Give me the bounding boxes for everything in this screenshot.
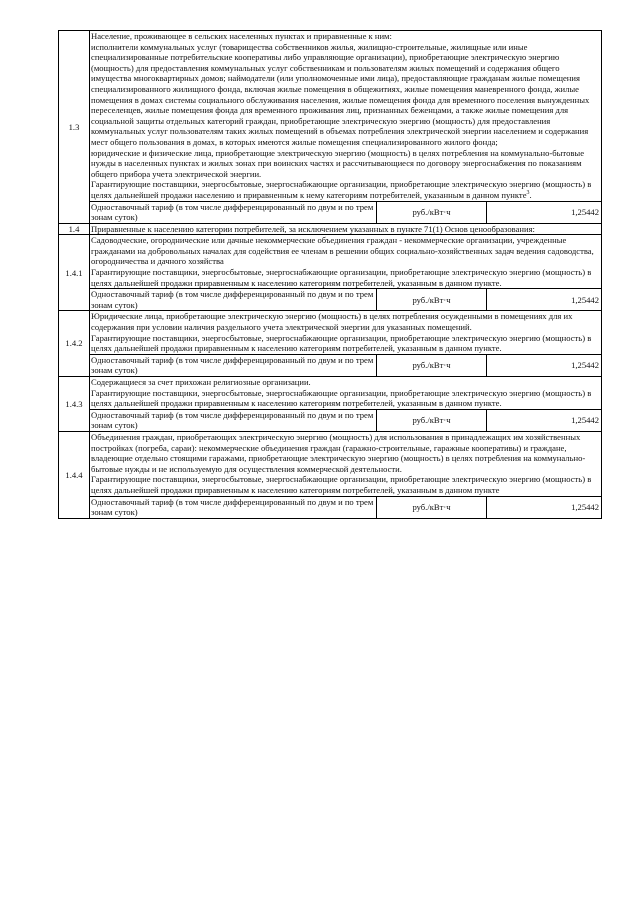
paragraph-text: Юридические лица, приобретающие электрическую энергию (мощность) в целях потребления осужденными в помещениях для их содержания при условии наличия раздельного учета электрической энергии для указанных помещений. (91, 311, 573, 333)
row-description (90, 311, 602, 354)
description-paragraph (91, 267, 600, 288)
description-paragraph (91, 388, 600, 409)
tariff-value: 1,25442 (487, 354, 602, 376)
tariff-row (59, 354, 602, 376)
table-row (59, 431, 602, 496)
tariff-row (59, 409, 602, 431)
row-description (90, 223, 602, 235)
tariff-value: 1,25442 (487, 496, 602, 518)
tariff-type: Одноставочный тариф (в том числе дифференцированный по двум и по трем зонам суток) (90, 289, 377, 311)
row-number: 1.4 (59, 223, 90, 235)
description-paragraph (91, 333, 600, 354)
paragraph-text: Приравненные к населению категории потребителей, за исключением указанных в пункте 71(1) Основ ценообразования: (91, 223, 535, 234)
tariff-row (59, 496, 602, 518)
row-description (90, 431, 602, 496)
paragraph-text: Садоводческие, огороднические или дачные некоммерческие объединения граждан - некоммерческие организации, учрежденные гражданами на добровольных началах для содействия ее членам в решении общих социально-хозяйственных задач ведения садоводства, огородничества и дачного хозяйства (91, 235, 594, 267)
table-row (59, 223, 602, 235)
paragraph-text: Гарантирующие поставщики, энергосбытовые, энергоснабжающие организации, приобретающие электрическую энергию (мощность) в целях дальнейшей продажи приравненным к населению категориям потребителей, указанным в данном пункте. (91, 332, 592, 354)
tariff-unit: руб./кВт·ч (377, 201, 487, 223)
tariff-unit: руб./кВт·ч (377, 496, 487, 518)
paragraph-text: Содержащиеся за счет прихожан религиозные организации. (91, 377, 311, 387)
paragraph-text: Объединения граждан, приобретающих электрическую энергию (мощность) для использования в принадлежащих им хозяйственных постройках (погреба, сараи): некоммерческие объединения граждан (гаражно-строительные, гаражные кооперативы) и граждане, владеющие отдельно стоящими гаражами, приобретающие электрическую энергию (мощность) в целях потребления на коммунально-бытовые нужды и не используемую для осуществления коммерческой деятельности. (91, 431, 586, 474)
paragraph-text: Гарантирующие поставщики, энергосбытовые, энергоснабжающие организации, приобретающие электрическую энергию (мощность) в целях дальнейшей продажи приравненным к населению категориям потребителей, указанным в данном пункте. (91, 387, 592, 409)
paragraph-text: Гарантирующие поставщики, энергосбытовые, энергоснабжающие организации, приобретающие электрическую энергию (мощность) в целях дальнейшей продажи приравненным к населению категориям потребителей, указанным в данном пункте. (91, 267, 592, 288)
tariff-unit: руб./кВт·ч (377, 289, 487, 311)
table-row (59, 31, 602, 202)
description-paragraph (91, 377, 600, 388)
description-paragraph (91, 31, 600, 42)
tariff-type: Одноставочный тариф (в том числе дифференцированный по двум и по трем зонам суток) (90, 201, 377, 223)
row-number: 1.4.2 (59, 311, 90, 377)
tariff-value: 1,25442 (487, 409, 602, 431)
tariff-row (59, 201, 602, 223)
table-row (59, 235, 602, 289)
tariff-table (58, 30, 602, 519)
row-number: 1.4.3 (59, 377, 90, 432)
row-number: 1.4.4 (59, 431, 90, 518)
description-paragraph (91, 42, 600, 148)
description-paragraph (91, 148, 600, 180)
footnote-marker: 3 (526, 190, 530, 197)
row-number: 1.4.1 (59, 235, 90, 311)
paragraph-text: исполнители коммунальных услуг (товарищества собственников жилья, жилищно-строительные, жилищные или иные специализированные потребительские кооперативы либо управляющие организации), приобретающие электрическую энергию (мощность) для предоставления коммунальных услуг собственникам и пользователям жилых помещений и содержания общего имущества многоквартирных домов; наймодатели (или уполномоченные ими лица), предоставляющие гражданам жилые помещения специализированного жилищного фонда, включая жилые помещения в общежитиях, жилые помещения маневренного фонда, жилые помещения в домах системы социального обслуживания населения, жилые помещения фонда для временного поселения вынужденных переселенцев, жилые помещения фонда для временного проживания лиц, признанных беженцами, а также жилые помещения для социальной защиты отдельных категорий граждан, приобретающие электрическую энергию (мощность) для предоставления коммунальных услуг пользователям таких жилых помещений в объемах потребления электрической энергии населением и содержания мест общего пользования в домах, в которых имеются жилые помещения специализированного жилого фонда; (91, 41, 590, 147)
tariff-table-body (59, 31, 602, 519)
table-row (59, 377, 602, 410)
description-paragraph (91, 311, 600, 332)
tariff-value: 1,25442 (487, 201, 602, 223)
tariff-value: 1,25442 (487, 289, 602, 311)
tariff-type: Одноставочный тариф (в том числе дифференцированный по двум и по трем зонам суток) (90, 354, 377, 376)
tariff-unit: руб./кВт·ч (377, 354, 487, 376)
paragraph-text: Население, проживающее в сельских населенных пунктах и приравненные к ним: (91, 31, 392, 41)
description-paragraph (91, 474, 600, 495)
row-description (90, 377, 602, 410)
row-number: 1.3 (59, 31, 90, 224)
paragraph-text: Гарантирующие поставщики, энергосбытовые, энергоснабжающие организации, приобретающие электрическую энергию (мощность) в целях дальнейшей продажи населению и приравненным к нему категориям потребителей, указанным в данном пункте (91, 179, 592, 200)
tariff-type: Одноставочный тариф (в том числе дифференцированный по двум и по трем зонам суток) (90, 409, 377, 431)
tariff-row (59, 289, 602, 311)
description-paragraph (91, 224, 600, 235)
table-row (59, 311, 602, 354)
tariff-type: Одноставочный тариф (в том числе дифференцированный по двум и по трем зонам суток) (90, 496, 377, 518)
tariff-unit: руб./кВт·ч (377, 409, 487, 431)
description-paragraph: Гарантирующие поставщики, энергосбытовые, энергоснабжающие организации, приобретающие электрическую энергию (мощность) в целях дальнейшей продажи населению и приравненным к нему категориям потребителей, указанным в данном пункте$^3$. (91, 179, 592, 200)
paragraph-text: юридические и физические лица, приобретающие электрическую энергию (мощность) в целях потребления на коммунально-бытовые нужды в населенных пунктах и жилых зонах при воинских частях и рассчитывающиеся по договору энергоснабжения по показаниям общего прибора учета электрической энергии. (91, 147, 585, 179)
paragraph-text: Гарантирующие поставщики, энергосбытовые, энергоснабжающие организации, приобретающие электрическую энергию (мощность) в целях дальнейшей продажи приравненным к населению категориям потребителей, указанным в данном пункте (91, 474, 592, 495)
description-paragraph (91, 235, 600, 267)
row-description (90, 31, 602, 202)
row-description (90, 235, 602, 289)
description-paragraph (91, 432, 600, 474)
